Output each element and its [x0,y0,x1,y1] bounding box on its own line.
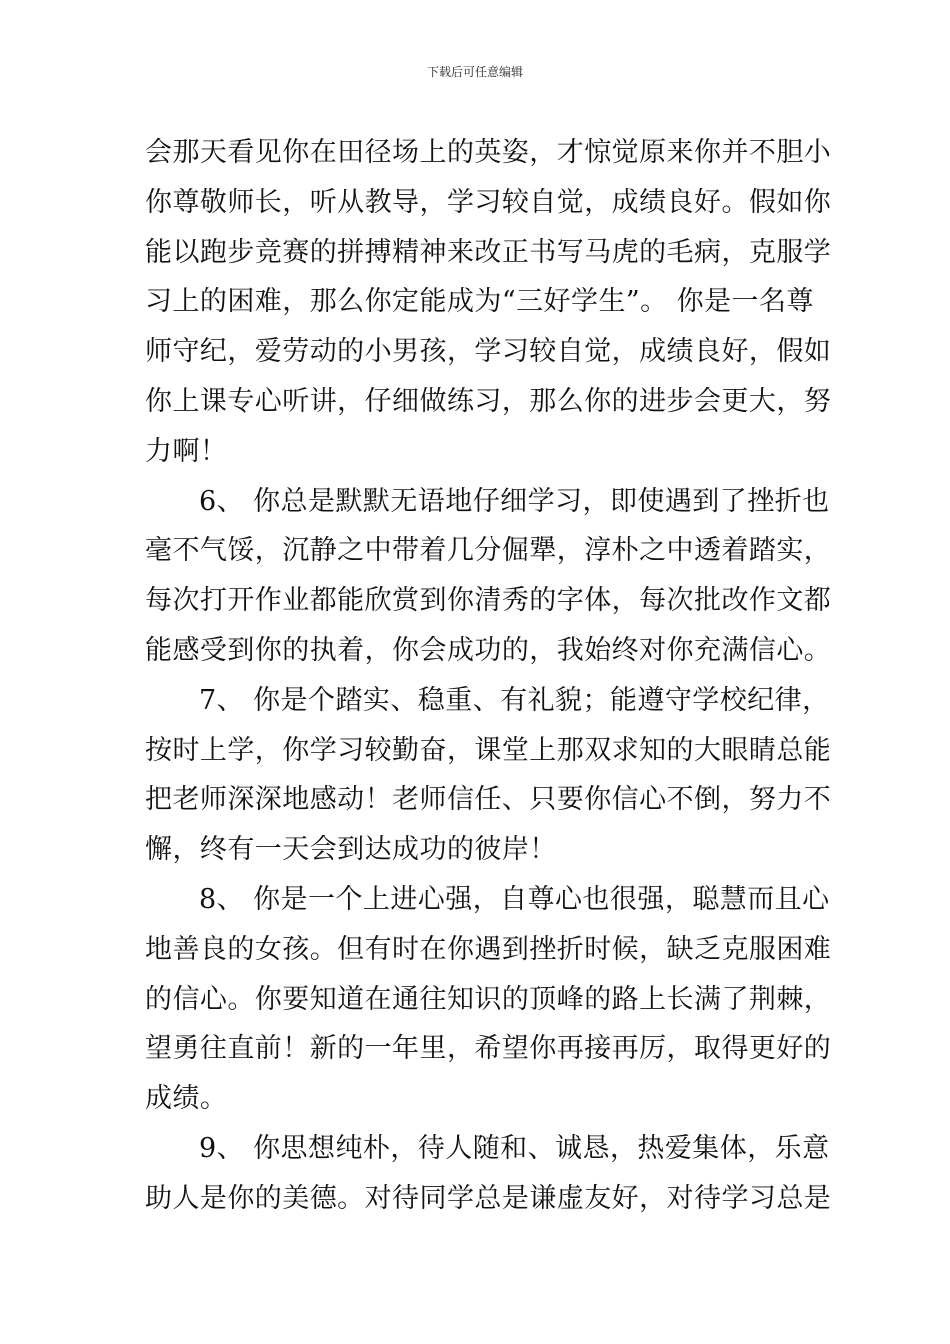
text-line: 会那天看见你在田径场上的英姿，才惊觉原来你并不胆小 [145,137,832,168]
text-line: 把老师深深地感动！老师信任、只要你信心不倒，努力不 [145,784,832,816]
paragraph-start-8: 8、 你是一个上进心强，自尊心也很强，聪慧而且心 [199,883,830,915]
text-line: 你上课专心听讲，仔细做练习，那么你的进步会更大，努 [145,385,832,417]
paragraph-start-9: 9、 你思想纯朴，待人随和、诚恳，热爱集体，乐意 [199,1132,830,1164]
document-body [145,128,832,1224]
text-line: 按时上学，你学习较勤奋，课堂上那双求知的大眼睛总能 [145,734,832,766]
text-line: 能感受到你的执着，你会成功的，我始终对你充满信心。 [145,634,832,666]
text-line: 你尊敬师长，听从教导，学习较自觉，成绩良好。假如你 [145,186,832,218]
text-line: 力啊！ [145,435,228,467]
text-line: 每次打开作业都能欣赏到你清秀的字体，每次批改作文都 [145,585,832,617]
text-line: 助人是你的美德。对待同学总是谦虚友好，对待学习总是 [145,1182,832,1214]
text-line: 能以跑步竞赛的拼搏精神来改正书写马虎的毛病，克服学 [145,236,832,268]
paragraph-start-7: 7、 你是个踏实、稳重、有礼貌；能遵守学校纪律， [199,684,830,716]
text-line: 毫不气馁，沉静之中带着几分倔犟，淳朴之中透着踏实， [145,535,832,567]
text-line: 习上的困难，那么你定能成为“三好学生”。 你是一名尊 [145,286,814,318]
paragraph-start-6: 6、 你总是默默无语地仔细学习，即使遇到了挫折也 [199,485,830,517]
text-line: 望勇往直前！新的一年里，希望你再接再厉，取得更好的 [145,1033,832,1065]
text-line: 懈，终有一天会到达成功的彼岸！ [145,834,557,866]
text-line: 师守纪，爱劳动的小男孩，学习较自觉，成绩良好，假如 [145,336,832,368]
page-header: 下载后可任意编辑 [426,65,523,79]
text-line: 地善良的女孩。但有时在你遇到挫折时候，缺乏克服困难 [145,933,832,965]
text-line: 成绩。 [145,1083,228,1115]
text-line: 的信心。你要知道在通往知识的顶峰的路上长满了荆棘， [145,983,832,1015]
